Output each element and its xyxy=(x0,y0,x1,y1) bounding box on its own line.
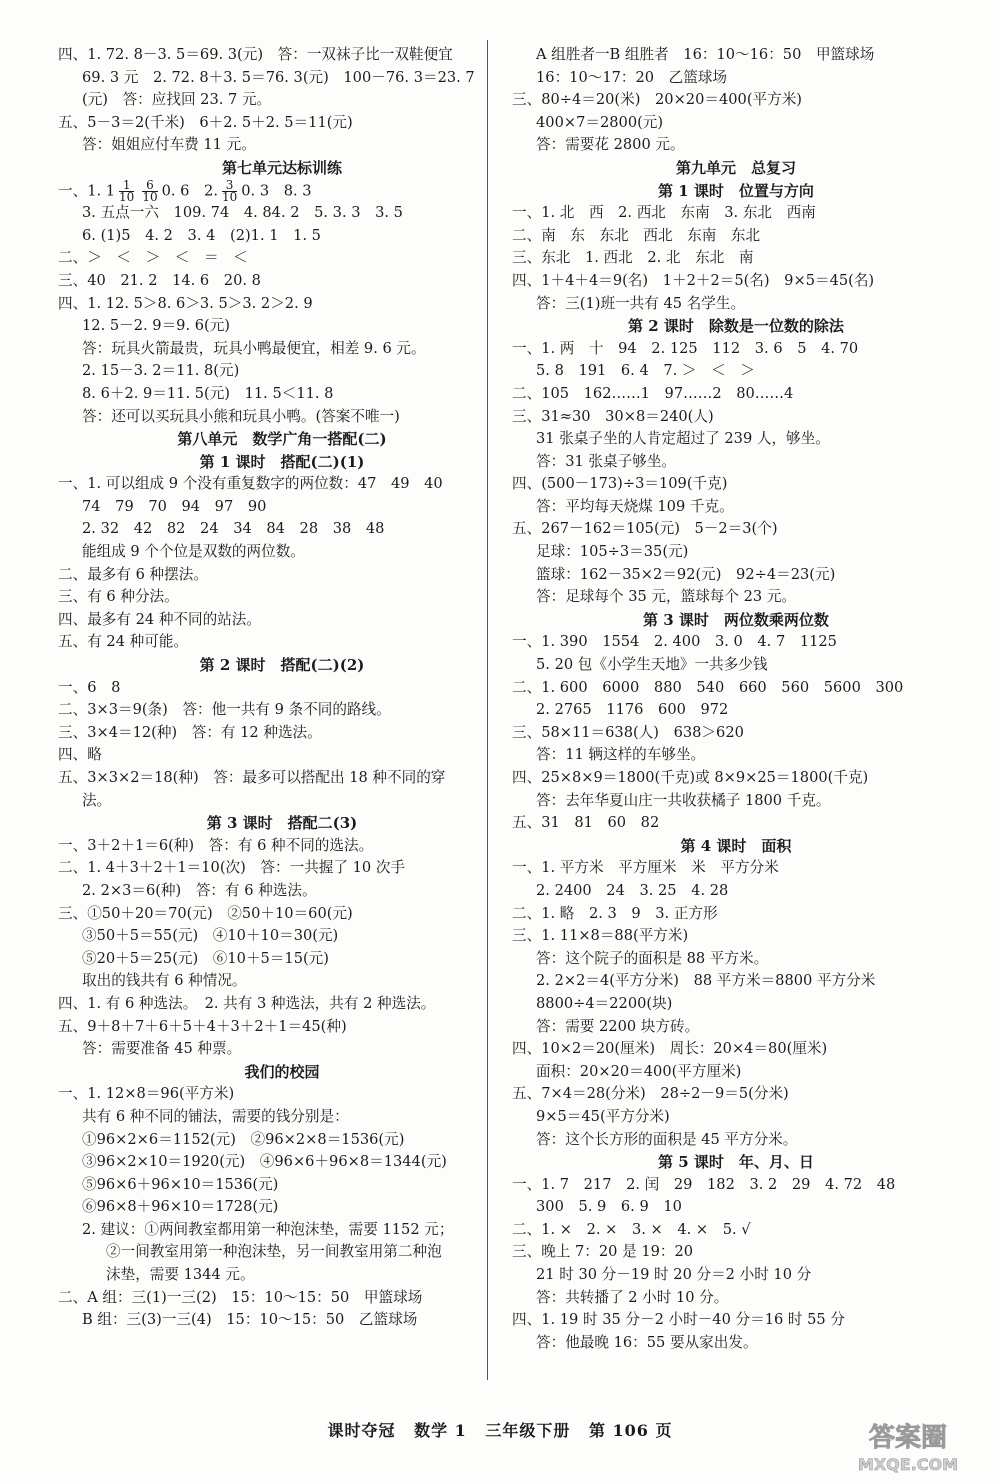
answer-line: 16：10～17：20 乙篮球场 xyxy=(536,68,728,86)
answer-line: 面积：20×20＝400(平方厘米) xyxy=(536,1062,742,1080)
answer-text: 0. 3 8. 3 xyxy=(241,182,312,200)
answer-line: ⑤96×6＋96×10＝1536(元) xyxy=(82,1175,279,1193)
answer-line xyxy=(58,177,506,204)
answer-line: 答：11 辆这样的车够坐。 xyxy=(536,746,706,764)
fraction-numerator: 1 xyxy=(119,180,134,192)
answer-line: 2. 2×3＝6(种) 答：有 6 种选法。 xyxy=(82,881,317,899)
fraction-numerator: 3 xyxy=(222,180,237,192)
answer-line: 篮球：162－35×2＝92(元) 92÷4＝23(元) xyxy=(536,565,836,583)
column-divider xyxy=(487,40,488,1380)
section-heading: 第 3 课时 两位数乘两位数 xyxy=(643,610,829,629)
answer-line: ③50＋5＝55(元) ④10＋10＝30(元) xyxy=(82,927,339,945)
section-heading: 第 2 课时 搭配(二)(2) xyxy=(199,656,365,675)
section-heading: 第 1 课时 位置与方向 xyxy=(658,181,814,200)
answer-line: 四、1＋4＋4＝9(名) 1＋2＋2＝5(名) 9×5＝45(名) xyxy=(512,271,875,289)
answer-line: 一、1. 两 十 94 2. 125 112 3. 6 5 4. 70 xyxy=(512,339,859,357)
answer-line: 沫垫，需要 1344 元。 xyxy=(106,1266,255,1284)
answer-line: 答：需要 2200 块方砖。 xyxy=(536,1017,700,1035)
answer-line: 2. 2765 1176 600 972 xyxy=(536,701,729,719)
answer-line: 二、1. × 2. × 3. × 4. × 5. √ xyxy=(512,1220,751,1238)
answer-line: ⑥96×8＋96×10＝1728(元) xyxy=(82,1198,279,1216)
answer-line: 三、40 21. 2 14. 6 20. 8 xyxy=(58,271,261,289)
watermark-text: 答案圈 xyxy=(868,1423,948,1453)
answer-line: 四、10×2＝20(厘米) 周长：20×4＝80(厘米) xyxy=(512,1040,828,1058)
answer-line: 2. 建议：①两间教室都用第一种泡沫垫，需要 1152 元； xyxy=(82,1220,454,1238)
answer-line: 二、南 东 东北 西北 东南 东北 xyxy=(512,226,761,244)
answer-line: 答：需要花 2800 元。 xyxy=(536,136,685,154)
answer-line: 五、3×3×2＝18(种) 答：最多可以搭配出 18 种不同的穿 xyxy=(58,769,446,786)
answer-line: 能组成 9 个个位是双数的两位数。 xyxy=(82,543,305,561)
answer-line: 取出的钱共有 6 种情况。 xyxy=(82,972,247,990)
answer-line: 300 5. 9 6. 9 10 xyxy=(536,1198,682,1216)
answer-line: 一、1. 12×8＝96(平方米) xyxy=(58,1085,235,1103)
answer-line: 8. 6＋2. 9＝11. 5(元) 11. 5＜11. 8 xyxy=(82,384,334,402)
answer-line: 一、1. 可以组成 9 个没有重复数字的两位数：47 49 40 xyxy=(58,475,443,493)
section-heading: 第 1 课时 搭配(二)(1) xyxy=(199,452,365,471)
answer-line: 31 张桌子坐的人肯定超过了 239 人，够坐。 xyxy=(536,430,830,448)
answer-line: 400×7＝2800(元) xyxy=(536,113,664,131)
answer-line: 答：需要准备 45 种票。 xyxy=(82,1040,242,1058)
answer-line: 四、最多有 24 种不同的站法。 xyxy=(58,610,261,628)
answer-line: 答：这个院子的面积是 88 平方米。 xyxy=(536,949,769,967)
watermark-url: MXQE.COM xyxy=(857,1455,959,1474)
answer-line: 二、1. 略 2. 3 9 3. 正方形 xyxy=(512,904,718,922)
answer-line: 答：姐姐应付车费 11 元。 xyxy=(82,136,256,154)
section-heading: 第 5 课时 年、月、日 xyxy=(658,1153,814,1172)
answer-line: 三、31≈30 30×8＝240(人) xyxy=(512,407,714,425)
answer-line: B 组：三(3)一三(4) 15：10～15：50 乙篮球场 xyxy=(82,1311,418,1329)
answer-line: 三、1. 11×8＝88(平方米) xyxy=(512,927,689,945)
section-heading: 第八单元 数学广角一搭配(二) xyxy=(177,430,387,449)
answer-line: 答：共转播了 2 小时 10 分。 xyxy=(536,1288,729,1306)
answer-line: 答：去年华夏山庄一共收获橘子 1800 千克。 xyxy=(536,791,831,809)
answer-line: (元) 答：应找回 23. 7 元。 xyxy=(82,91,272,109)
answer-line: 5. 20 包《小学生天地》一共多少钱 xyxy=(536,656,768,674)
answer-line: ③96×2×10＝1920(元) ④96×6＋96×8＝1344(元) xyxy=(82,1153,447,1171)
answer-text: 一、1. 1 xyxy=(58,182,116,200)
answer-line: 五、31 81 60 82 xyxy=(512,814,660,832)
answer-line: 21 时 30 分－19 时 20 分＝2 小时 10 分 xyxy=(536,1266,812,1284)
section-heading: 第 3 课时 搭配二(3) xyxy=(206,814,358,833)
answer-line: 3. 五点一六 109. 74 4. 84. 2 5. 3. 3 3. 5 xyxy=(82,204,403,222)
answer-line: 2. 32 42 82 24 34 84 28 38 48 xyxy=(82,520,385,538)
answer-line: 五、7×4＝28(分米) 28÷2－9＝5(分米) xyxy=(512,1085,789,1103)
section-heading: 第七单元达标训练 xyxy=(221,158,342,177)
section-heading: 第九单元 总复习 xyxy=(675,158,796,177)
answer-line: 一、3＋2＋1＝6(种) 答：有 6 种不同的选法。 xyxy=(58,836,374,854)
answer-line: 足球：105÷3＝35(元) xyxy=(536,543,689,561)
answer-line: 共有 6 种不同的铺法，需要的钱分别是： xyxy=(82,1107,349,1125)
answer-line: 三、3×4＝12(种) 答：有 12 种选法。 xyxy=(58,723,322,741)
answer-line: ⑤20＋5＝25(元) ⑥10＋5＝15(元) xyxy=(82,949,329,967)
answer-line: 二、最多有 6 种摆法。 xyxy=(58,565,208,583)
right-column xyxy=(512,44,960,1354)
answer-line: 2. 2400 24 3. 25 4. 28 xyxy=(536,881,729,899)
answer-line: 答：这个长方形的面积是 45 平方分米。 xyxy=(536,1130,798,1148)
answer-line: 四、1. 19 时 35 分－2 小时－40 分＝16 时 55 分 xyxy=(512,1311,845,1329)
answer-line: 三、有 6 种分法。 xyxy=(58,588,179,606)
left-column xyxy=(58,44,506,1332)
answer-line: 5. 8 191 6. 4 7. ＞ ＜ ＞ xyxy=(536,362,755,380)
answer-line: 四、25×8×9＝1800(千克)或 8×9×25＝1800(千克) xyxy=(512,769,869,786)
answer-line: 答：31 张桌子够坐。 xyxy=(536,452,676,470)
answer-line: 一、1. 平方米 平方厘米 米 平方分米 xyxy=(512,859,779,877)
answer-line: 三、58×11＝638(人) 638＞620 xyxy=(512,723,744,741)
fraction xyxy=(119,177,135,204)
answer-line: 四、(500－173)÷3＝109(千克) xyxy=(512,475,728,493)
answer-line: 一、6 8 xyxy=(58,678,121,696)
answer-line: 四、1. 12. 5＞8. 6＞3. 5＞3. 2＞2. 9 xyxy=(58,294,313,312)
answer-line: 三、晚上 7：20 是 19：20 xyxy=(512,1243,694,1261)
answer-line: 二、1. 4＋3＋2＋1＝10(次) 答：一共握了 10 次手 xyxy=(58,859,406,877)
answer-line: ①96×2×6＝1152(元) ②96×2×8＝1536(元) xyxy=(82,1130,405,1148)
answer-line: 五、267－162＝105(元) 5－2＝3(个) xyxy=(512,520,778,538)
answer-line: 二、105 162……1 97……2 80……4 xyxy=(512,384,794,402)
answer-line: 三、80÷4＝20(米) 20×20＝400(平方米) xyxy=(512,91,802,109)
answer-line: 74 79 70 94 97 90 xyxy=(82,497,267,515)
answer-line: 答：足球每个 35 元，篮球每个 23 元。 xyxy=(536,588,797,606)
footer-grade: 三年级下册 xyxy=(485,1421,571,1440)
answer-line: 四、1. 72. 8－3. 5＝69. 3(元) 答：一双袜子比一双鞋便宜 xyxy=(58,46,453,63)
answer-line: 2. 2×2＝4(平方分米) 88 平方米＝8800 平方分米 xyxy=(536,972,876,990)
section-heading: 我们的校园 xyxy=(244,1062,320,1081)
answer-line: 五、9＋8＋7＋6＋5＋4＋3＋2＋1＝45(种) xyxy=(58,1017,347,1035)
answer-line: 四、1. 有 6 种选法。 2. 共有 3 种选法，共有 2 种选法。 xyxy=(58,994,436,1012)
answer-line: 三、东北 1. 西北 2. 北 东北 南 xyxy=(512,249,754,267)
answer-line: 答：三(1)班一共有 45 名学生。 xyxy=(536,294,746,312)
answer-line: 答：他最晚 16：55 要从家出发。 xyxy=(536,1333,758,1351)
answer-line: 2. 15－3. 2＝11. 8(元) xyxy=(82,362,240,380)
fraction-denominator: 10 xyxy=(119,189,135,204)
answer-line: 12. 5－2. 9＝9. 6(元) xyxy=(82,317,230,335)
section-heading: 第 4 课时 面积 xyxy=(680,836,792,855)
answer-line: 9×5＝45(平方分米) xyxy=(536,1107,670,1125)
fraction-denominator: 10 xyxy=(142,189,158,204)
footer-book-title: 课时夺冠 xyxy=(327,1421,396,1440)
footer-subject: 数学 1 xyxy=(414,1421,467,1440)
answer-line: 8800÷4＝2200(块) xyxy=(536,994,673,1012)
answer-line: 答：玩具火箭最贵，玩具小鸭最便宜，相差 9. 6 元。 xyxy=(82,339,426,357)
answer-line: 答：平均每天烧煤 109 千克。 xyxy=(536,497,734,515)
answer-line: 五、有 24 种可能。 xyxy=(58,633,189,651)
watermark-logo xyxy=(838,1418,978,1476)
answer-line: 答：还可以买玩具小熊和玩具小鸭。(答案不唯一) xyxy=(82,407,400,425)
answer-line: 四、略 xyxy=(58,746,102,764)
answer-line: 二、＞ ＜ ＞ ＜ ＝ ＜ xyxy=(58,249,248,267)
answer-line: 一、1. 北 西 2. 西北 东南 3. 东北 西南 xyxy=(512,204,816,222)
fraction xyxy=(221,177,238,204)
answer-line: 二、1. 600 6000 880 540 660 560 5600 300 xyxy=(512,678,904,696)
answer-line: 69. 3 元 2. 72. 8＋3. 5＝76. 3(元) 100－76. 3＝23. 7 xyxy=(82,68,475,86)
answer-line: ②一间教室用第一种泡沫垫，另一间教室用第二种泡 xyxy=(106,1243,442,1261)
footer-page-number: 第 106 页 xyxy=(588,1421,673,1440)
answer-line: 三、①50＋20＝70(元) ②50＋10＝60(元) xyxy=(58,904,353,922)
answer-line: 6. (1)5 4. 2 3. 4 (2)1. 1 1. 5 xyxy=(82,226,321,244)
answer-line: 一、1. 390 1554 2. 400 3. 0 4. 7 1125 xyxy=(512,633,837,651)
answer-line: 五、5－3＝2(千米) 6＋2. 5＋2. 5＝11(元) xyxy=(58,113,353,131)
answer-line: 二、3×3＝9(条) 答：他一共有 9 条不同的路线。 xyxy=(58,701,391,719)
fraction-denominator: 10 xyxy=(221,189,238,204)
answer-line: A 组胜者一B 组胜者 16：10～16：50 甲篮球场 xyxy=(536,46,875,63)
section-heading: 第 2 课时 除数是一位数的除法 xyxy=(628,317,844,336)
answer-line: 一、1. 7 217 2. 闰 29 182 3. 2 29 4. 72 48 xyxy=(512,1175,896,1193)
fraction xyxy=(142,177,158,204)
fraction-numerator: 6 xyxy=(142,180,157,192)
answer-text: 0. 6 2. xyxy=(161,182,218,200)
answer-line: 二、A 组：三(1)一三(2) 15：10～15：50 甲篮球场 xyxy=(58,1288,423,1306)
answer-line: 法。 xyxy=(82,791,112,809)
